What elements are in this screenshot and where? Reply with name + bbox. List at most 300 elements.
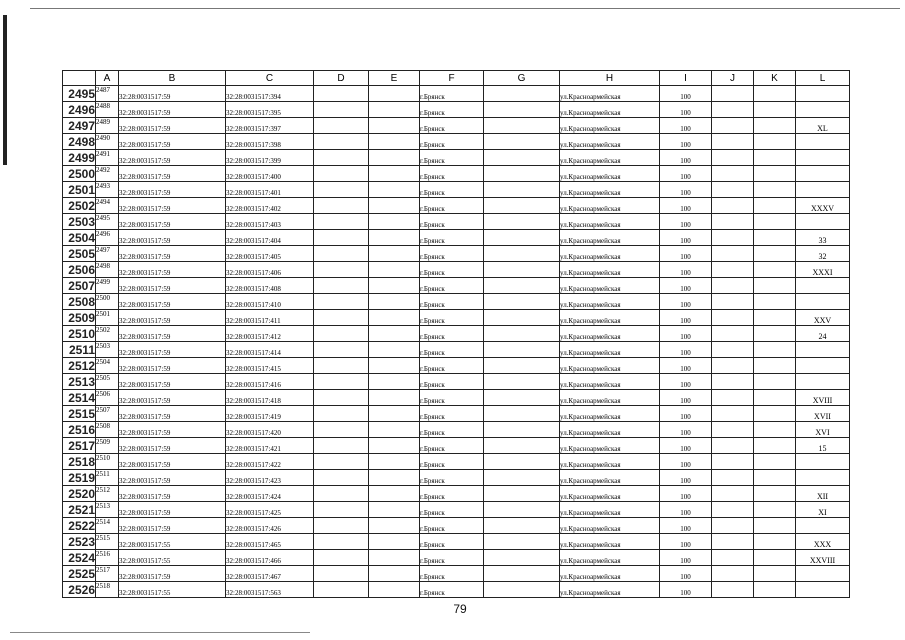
cell-b[interactable]: 32:28:0031517:55	[119, 534, 226, 550]
cell-i[interactable]: 100	[660, 390, 712, 406]
cell-c[interactable]: 32:28:0031517:397	[226, 118, 314, 134]
cell-l[interactable]: XXX	[796, 534, 850, 550]
cell-b[interactable]: 32:28:0031517:59	[119, 134, 226, 150]
cell-e[interactable]	[369, 310, 420, 326]
cell-b[interactable]: 32:28:0031517:55	[119, 550, 226, 566]
cell-j[interactable]	[712, 150, 754, 166]
cell-c[interactable]: 32:28:0031517:410	[226, 294, 314, 310]
cell-c[interactable]: 32:28:0031517:411	[226, 310, 314, 326]
cell-d[interactable]	[314, 182, 369, 198]
cell-k[interactable]	[754, 582, 796, 598]
cell-b[interactable]: 32:28:0031517:59	[119, 502, 226, 518]
cell-g[interactable]	[484, 454, 560, 470]
cell-f[interactable]: г.Брянск	[420, 566, 484, 582]
cell-d[interactable]	[314, 374, 369, 390]
cell-a[interactable]: 2510	[96, 454, 119, 470]
cell-j[interactable]	[712, 534, 754, 550]
cell-c[interactable]: 32:28:0031517:465	[226, 534, 314, 550]
cell-a[interactable]: 2491	[96, 150, 119, 166]
cell-h[interactable]: ул.Красноармейская	[560, 278, 660, 294]
cell-k[interactable]	[754, 182, 796, 198]
cell-g[interactable]	[484, 198, 560, 214]
cell-b[interactable]: 32:28:0031517:59	[119, 326, 226, 342]
cell-g[interactable]	[484, 566, 560, 582]
cell-f[interactable]: г.Брянск	[420, 326, 484, 342]
cell-l[interactable]	[796, 134, 850, 150]
cell-b[interactable]: 32:28:0031517:59	[119, 198, 226, 214]
cell-h[interactable]: ул.Красноармейская	[560, 438, 660, 454]
column-header-a[interactable]: A	[96, 71, 119, 86]
cell-l[interactable]	[796, 358, 850, 374]
cell-a[interactable]: 2512	[96, 486, 119, 502]
cell-j[interactable]	[712, 262, 754, 278]
cell-d[interactable]	[314, 470, 369, 486]
cell-a[interactable]: 2488	[96, 102, 119, 118]
cell-f[interactable]: г.Брянск	[420, 118, 484, 134]
cell-f[interactable]: г.Брянск	[420, 390, 484, 406]
cell-l[interactable]: XXVIII	[796, 550, 850, 566]
cell-j[interactable]	[712, 438, 754, 454]
cell-d[interactable]	[314, 454, 369, 470]
cell-c[interactable]: 32:28:0031517:466	[226, 550, 314, 566]
cell-c[interactable]: 32:28:0031517:399	[226, 150, 314, 166]
cell-g[interactable]	[484, 326, 560, 342]
cell-c[interactable]: 32:28:0031517:398	[226, 134, 314, 150]
cell-i[interactable]: 100	[660, 374, 712, 390]
cell-e[interactable]	[369, 118, 420, 134]
cell-e[interactable]	[369, 214, 420, 230]
cell-a[interactable]: 2502	[96, 326, 119, 342]
cell-l[interactable]	[796, 566, 850, 582]
cell-j[interactable]	[712, 406, 754, 422]
cell-g[interactable]	[484, 246, 560, 262]
cell-f[interactable]: г.Брянск	[420, 198, 484, 214]
cell-i[interactable]: 100	[660, 182, 712, 198]
column-header-e[interactable]: E	[369, 71, 420, 86]
cell-f[interactable]: г.Брянск	[420, 134, 484, 150]
cell-l[interactable]	[796, 374, 850, 390]
cell-k[interactable]	[754, 550, 796, 566]
cell-j[interactable]	[712, 486, 754, 502]
cell-f[interactable]: г.Брянск	[420, 150, 484, 166]
cell-d[interactable]	[314, 86, 369, 102]
cell-d[interactable]	[314, 326, 369, 342]
cell-d[interactable]	[314, 534, 369, 550]
cell-d[interactable]	[314, 358, 369, 374]
cell-j[interactable]	[712, 518, 754, 534]
cell-g[interactable]	[484, 310, 560, 326]
cell-g[interactable]	[484, 134, 560, 150]
cell-a[interactable]: 2487	[96, 86, 119, 102]
cell-l[interactable]: XXXV	[796, 198, 850, 214]
cell-b[interactable]: 32:28:0031517:59	[119, 390, 226, 406]
cell-j[interactable]	[712, 118, 754, 134]
cell-l[interactable]	[796, 278, 850, 294]
cell-j[interactable]	[712, 166, 754, 182]
cell-d[interactable]	[314, 150, 369, 166]
cell-h[interactable]: ул.Красноармейская	[560, 470, 660, 486]
cell-d[interactable]	[314, 518, 369, 534]
cell-g[interactable]	[484, 118, 560, 134]
cell-h[interactable]: ул.Красноармейская	[560, 550, 660, 566]
cell-c[interactable]: 32:28:0031517:402	[226, 198, 314, 214]
cell-b[interactable]: 32:28:0031517:59	[119, 182, 226, 198]
cell-h[interactable]: ул.Красноармейская	[560, 310, 660, 326]
cell-h[interactable]: ул.Красноармейская	[560, 486, 660, 502]
cell-g[interactable]	[484, 406, 560, 422]
cell-i[interactable]: 100	[660, 326, 712, 342]
cell-g[interactable]	[484, 502, 560, 518]
cell-i[interactable]: 100	[660, 198, 712, 214]
cell-f[interactable]: г.Брянск	[420, 406, 484, 422]
cell-h[interactable]: ул.Красноармейская	[560, 118, 660, 134]
cell-g[interactable]	[484, 278, 560, 294]
cell-a[interactable]: 2500	[96, 294, 119, 310]
cell-a[interactable]: 2515	[96, 534, 119, 550]
cell-i[interactable]: 100	[660, 86, 712, 102]
column-header-b[interactable]: B	[119, 71, 226, 86]
cell-d[interactable]	[314, 438, 369, 454]
cell-l[interactable]: 15	[796, 438, 850, 454]
cell-a[interactable]: 2506	[96, 390, 119, 406]
cell-d[interactable]	[314, 486, 369, 502]
cell-f[interactable]: г.Брянск	[420, 486, 484, 502]
cell-f[interactable]: г.Брянск	[420, 278, 484, 294]
cell-c[interactable]: 32:28:0031517:415	[226, 358, 314, 374]
cell-c[interactable]: 32:28:0031517:404	[226, 230, 314, 246]
cell-c[interactable]: 32:28:0031517:405	[226, 246, 314, 262]
cell-j[interactable]	[712, 566, 754, 582]
cell-l[interactable]	[796, 150, 850, 166]
cell-f[interactable]: г.Брянск	[420, 230, 484, 246]
cell-j[interactable]	[712, 550, 754, 566]
column-header-k[interactable]: K	[754, 71, 796, 86]
cell-j[interactable]	[712, 390, 754, 406]
cell-a[interactable]: 2490	[96, 134, 119, 150]
cell-i[interactable]: 100	[660, 102, 712, 118]
cell-k[interactable]	[754, 230, 796, 246]
cell-g[interactable]	[484, 182, 560, 198]
column-header-g[interactable]: G	[484, 71, 560, 86]
cell-e[interactable]	[369, 406, 420, 422]
cell-j[interactable]	[712, 502, 754, 518]
cell-l[interactable]: XXXI	[796, 262, 850, 278]
column-header-l[interactable]: L	[796, 71, 850, 86]
cell-h[interactable]: ул.Красноармейская	[560, 422, 660, 438]
cell-h[interactable]: ул.Красноармейская	[560, 454, 660, 470]
cell-k[interactable]	[754, 534, 796, 550]
cell-e[interactable]	[369, 582, 420, 598]
cell-b[interactable]: 32:28:0031517:59	[119, 310, 226, 326]
cell-d[interactable]	[314, 262, 369, 278]
cell-j[interactable]	[712, 278, 754, 294]
cell-f[interactable]: г.Брянск	[420, 342, 484, 358]
cell-d[interactable]	[314, 246, 369, 262]
cell-k[interactable]	[754, 502, 796, 518]
cell-l[interactable]	[796, 166, 850, 182]
cell-c[interactable]: 32:28:0031517:421	[226, 438, 314, 454]
cell-l[interactable]	[796, 582, 850, 598]
cell-j[interactable]	[712, 182, 754, 198]
cell-j[interactable]	[712, 358, 754, 374]
cell-g[interactable]	[484, 86, 560, 102]
cell-f[interactable]: г.Брянск	[420, 454, 484, 470]
cell-b[interactable]: 32:28:0031517:59	[119, 422, 226, 438]
cell-f[interactable]: г.Брянск	[420, 502, 484, 518]
cell-e[interactable]	[369, 182, 420, 198]
cell-l[interactable]	[796, 294, 850, 310]
cell-c[interactable]: 32:28:0031517:414	[226, 342, 314, 358]
cell-f[interactable]: г.Брянск	[420, 310, 484, 326]
cell-d[interactable]	[314, 566, 369, 582]
cell-k[interactable]	[754, 358, 796, 374]
cell-a[interactable]: 2509	[96, 438, 119, 454]
cell-f[interactable]: г.Брянск	[420, 294, 484, 310]
cell-j[interactable]	[712, 326, 754, 342]
cell-h[interactable]: ул.Красноармейская	[560, 134, 660, 150]
cell-c[interactable]: 32:28:0031517:426	[226, 518, 314, 534]
cell-j[interactable]	[712, 86, 754, 102]
cell-k[interactable]	[754, 406, 796, 422]
cell-a[interactable]: 2499	[96, 278, 119, 294]
cell-j[interactable]	[712, 342, 754, 358]
column-header-f[interactable]: F	[420, 71, 484, 86]
cell-e[interactable]	[369, 486, 420, 502]
cell-c[interactable]: 32:28:0031517:563	[226, 582, 314, 598]
cell-l[interactable]: XII	[796, 486, 850, 502]
cell-b[interactable]: 32:28:0031517:59	[119, 230, 226, 246]
cell-b[interactable]: 32:28:0031517:59	[119, 566, 226, 582]
cell-j[interactable]	[712, 294, 754, 310]
cell-j[interactable]	[712, 214, 754, 230]
cell-l[interactable]	[796, 518, 850, 534]
cell-g[interactable]	[484, 534, 560, 550]
cell-g[interactable]	[484, 342, 560, 358]
cell-g[interactable]	[484, 486, 560, 502]
cell-k[interactable]	[754, 246, 796, 262]
cell-c[interactable]: 32:28:0031517:423	[226, 470, 314, 486]
cell-k[interactable]	[754, 150, 796, 166]
cell-i[interactable]: 100	[660, 582, 712, 598]
cell-f[interactable]: г.Брянск	[420, 262, 484, 278]
cell-h[interactable]: ул.Красноармейская	[560, 262, 660, 278]
cell-g[interactable]	[484, 518, 560, 534]
cell-k[interactable]	[754, 518, 796, 534]
cell-g[interactable]	[484, 214, 560, 230]
cell-e[interactable]	[369, 102, 420, 118]
cell-a[interactable]: 2505	[96, 374, 119, 390]
cell-i[interactable]: 100	[660, 470, 712, 486]
cell-g[interactable]	[484, 390, 560, 406]
cell-b[interactable]: 32:28:0031517:59	[119, 486, 226, 502]
cell-i[interactable]: 100	[660, 134, 712, 150]
cell-l[interactable]: 33	[796, 230, 850, 246]
cell-f[interactable]: г.Брянск	[420, 422, 484, 438]
cell-d[interactable]	[314, 102, 369, 118]
cell-d[interactable]	[314, 310, 369, 326]
cell-h[interactable]: ул.Красноармейская	[560, 86, 660, 102]
cell-g[interactable]	[484, 422, 560, 438]
cell-c[interactable]: 32:28:0031517:412	[226, 326, 314, 342]
cell-k[interactable]	[754, 134, 796, 150]
cell-d[interactable]	[314, 422, 369, 438]
cell-k[interactable]	[754, 118, 796, 134]
cell-a[interactable]: 2503	[96, 342, 119, 358]
cell-h[interactable]: ул.Красноармейская	[560, 102, 660, 118]
cell-k[interactable]	[754, 390, 796, 406]
cell-b[interactable]: 32:28:0031517:55	[119, 582, 226, 598]
cell-f[interactable]: г.Брянск	[420, 358, 484, 374]
cell-a[interactable]: 2501	[96, 310, 119, 326]
cell-e[interactable]	[369, 230, 420, 246]
cell-k[interactable]	[754, 214, 796, 230]
cell-e[interactable]	[369, 438, 420, 454]
cell-d[interactable]	[314, 118, 369, 134]
cell-j[interactable]	[712, 374, 754, 390]
cell-e[interactable]	[369, 534, 420, 550]
cell-i[interactable]: 100	[660, 502, 712, 518]
cell-h[interactable]: ул.Красноармейская	[560, 214, 660, 230]
cell-i[interactable]: 100	[660, 166, 712, 182]
cell-e[interactable]	[369, 422, 420, 438]
cell-i[interactable]: 100	[660, 518, 712, 534]
cell-d[interactable]	[314, 198, 369, 214]
cell-k[interactable]	[754, 198, 796, 214]
cell-i[interactable]: 100	[660, 534, 712, 550]
cell-f[interactable]: г.Брянск	[420, 438, 484, 454]
cell-h[interactable]: ул.Красноармейская	[560, 502, 660, 518]
cell-k[interactable]	[754, 86, 796, 102]
cell-i[interactable]: 100	[660, 310, 712, 326]
cell-i[interactable]: 100	[660, 262, 712, 278]
cell-k[interactable]	[754, 374, 796, 390]
cell-b[interactable]: 32:28:0031517:59	[119, 342, 226, 358]
cell-a[interactable]: 2489	[96, 118, 119, 134]
cell-b[interactable]: 32:28:0031517:59	[119, 246, 226, 262]
cell-h[interactable]: ул.Красноармейская	[560, 198, 660, 214]
cell-c[interactable]: 32:28:0031517:419	[226, 406, 314, 422]
cell-b[interactable]: 32:28:0031517:59	[119, 358, 226, 374]
cell-e[interactable]	[369, 166, 420, 182]
cell-b[interactable]: 32:28:0031517:59	[119, 454, 226, 470]
cell-h[interactable]: ул.Красноармейская	[560, 518, 660, 534]
cell-g[interactable]	[484, 550, 560, 566]
cell-b[interactable]: 32:28:0031517:59	[119, 406, 226, 422]
cell-e[interactable]	[369, 550, 420, 566]
cell-d[interactable]	[314, 134, 369, 150]
cell-b[interactable]: 32:28:0031517:59	[119, 150, 226, 166]
cell-e[interactable]	[369, 86, 420, 102]
cell-a[interactable]: 2496	[96, 230, 119, 246]
cell-e[interactable]	[369, 502, 420, 518]
cell-k[interactable]	[754, 278, 796, 294]
cell-e[interactable]	[369, 390, 420, 406]
cell-h[interactable]: ул.Красноармейская	[560, 342, 660, 358]
cell-b[interactable]: 32:28:0031517:59	[119, 214, 226, 230]
cell-c[interactable]: 32:28:0031517:395	[226, 102, 314, 118]
cell-g[interactable]	[484, 262, 560, 278]
cell-k[interactable]	[754, 326, 796, 342]
cell-h[interactable]: ул.Красноармейская	[560, 326, 660, 342]
cell-a[interactable]: 2513	[96, 502, 119, 518]
cell-e[interactable]	[369, 566, 420, 582]
cell-e[interactable]	[369, 134, 420, 150]
cell-d[interactable]	[314, 294, 369, 310]
cell-k[interactable]	[754, 422, 796, 438]
cell-e[interactable]	[369, 518, 420, 534]
cell-j[interactable]	[712, 422, 754, 438]
cell-e[interactable]	[369, 150, 420, 166]
cell-f[interactable]: г.Брянск	[420, 214, 484, 230]
cell-d[interactable]	[314, 502, 369, 518]
cell-i[interactable]: 100	[660, 294, 712, 310]
cell-i[interactable]: 100	[660, 550, 712, 566]
cell-k[interactable]	[754, 454, 796, 470]
cell-b[interactable]: 32:28:0031517:59	[119, 118, 226, 134]
cell-i[interactable]: 100	[660, 566, 712, 582]
cell-b[interactable]: 32:28:0031517:59	[119, 102, 226, 118]
cell-k[interactable]	[754, 166, 796, 182]
cell-l[interactable]	[796, 470, 850, 486]
cell-h[interactable]: ул.Красноармейская	[560, 182, 660, 198]
cell-j[interactable]	[712, 454, 754, 470]
cell-l[interactable]: 32	[796, 246, 850, 262]
column-header-j[interactable]: J	[712, 71, 754, 86]
cell-b[interactable]: 32:28:0031517:59	[119, 374, 226, 390]
cell-b[interactable]: 32:28:0031517:59	[119, 438, 226, 454]
cell-a[interactable]: 2516	[96, 550, 119, 566]
cell-c[interactable]: 32:28:0031517:424	[226, 486, 314, 502]
cell-c[interactable]: 32:28:0031517:400	[226, 166, 314, 182]
cell-l[interactable]	[796, 182, 850, 198]
cell-i[interactable]: 100	[660, 486, 712, 502]
cell-k[interactable]	[754, 438, 796, 454]
cell-h[interactable]: ул.Красноармейская	[560, 230, 660, 246]
cell-e[interactable]	[369, 358, 420, 374]
cell-e[interactable]	[369, 198, 420, 214]
cell-l[interactable]: XVI	[796, 422, 850, 438]
cell-d[interactable]	[314, 406, 369, 422]
cell-i[interactable]: 100	[660, 214, 712, 230]
cell-a[interactable]: 2498	[96, 262, 119, 278]
cell-d[interactable]	[314, 550, 369, 566]
cell-j[interactable]	[712, 198, 754, 214]
cell-h[interactable]: ул.Красноармейская	[560, 150, 660, 166]
cell-b[interactable]: 32:28:0031517:59	[119, 278, 226, 294]
cell-l[interactable]	[796, 342, 850, 358]
cell-c[interactable]: 32:28:0031517:416	[226, 374, 314, 390]
cell-f[interactable]: г.Брянск	[420, 182, 484, 198]
cell-h[interactable]: ул.Красноармейская	[560, 534, 660, 550]
cell-f[interactable]: г.Брянск	[420, 470, 484, 486]
cell-f[interactable]: г.Брянск	[420, 166, 484, 182]
cell-c[interactable]: 32:28:0031517:467	[226, 566, 314, 582]
cell-b[interactable]: 32:28:0031517:59	[119, 86, 226, 102]
cell-c[interactable]: 32:28:0031517:420	[226, 422, 314, 438]
cell-c[interactable]: 32:28:0031517:418	[226, 390, 314, 406]
cell-g[interactable]	[484, 150, 560, 166]
cell-g[interactable]	[484, 374, 560, 390]
cell-f[interactable]: г.Брянск	[420, 374, 484, 390]
cell-i[interactable]: 100	[660, 454, 712, 470]
cell-b[interactable]: 32:28:0031517:59	[119, 294, 226, 310]
cell-i[interactable]: 100	[660, 118, 712, 134]
cell-l[interactable]: 24	[796, 326, 850, 342]
cell-k[interactable]	[754, 294, 796, 310]
cell-c[interactable]: 32:28:0031517:401	[226, 182, 314, 198]
cell-l[interactable]: XVII	[796, 406, 850, 422]
cell-a[interactable]: 2495	[96, 214, 119, 230]
